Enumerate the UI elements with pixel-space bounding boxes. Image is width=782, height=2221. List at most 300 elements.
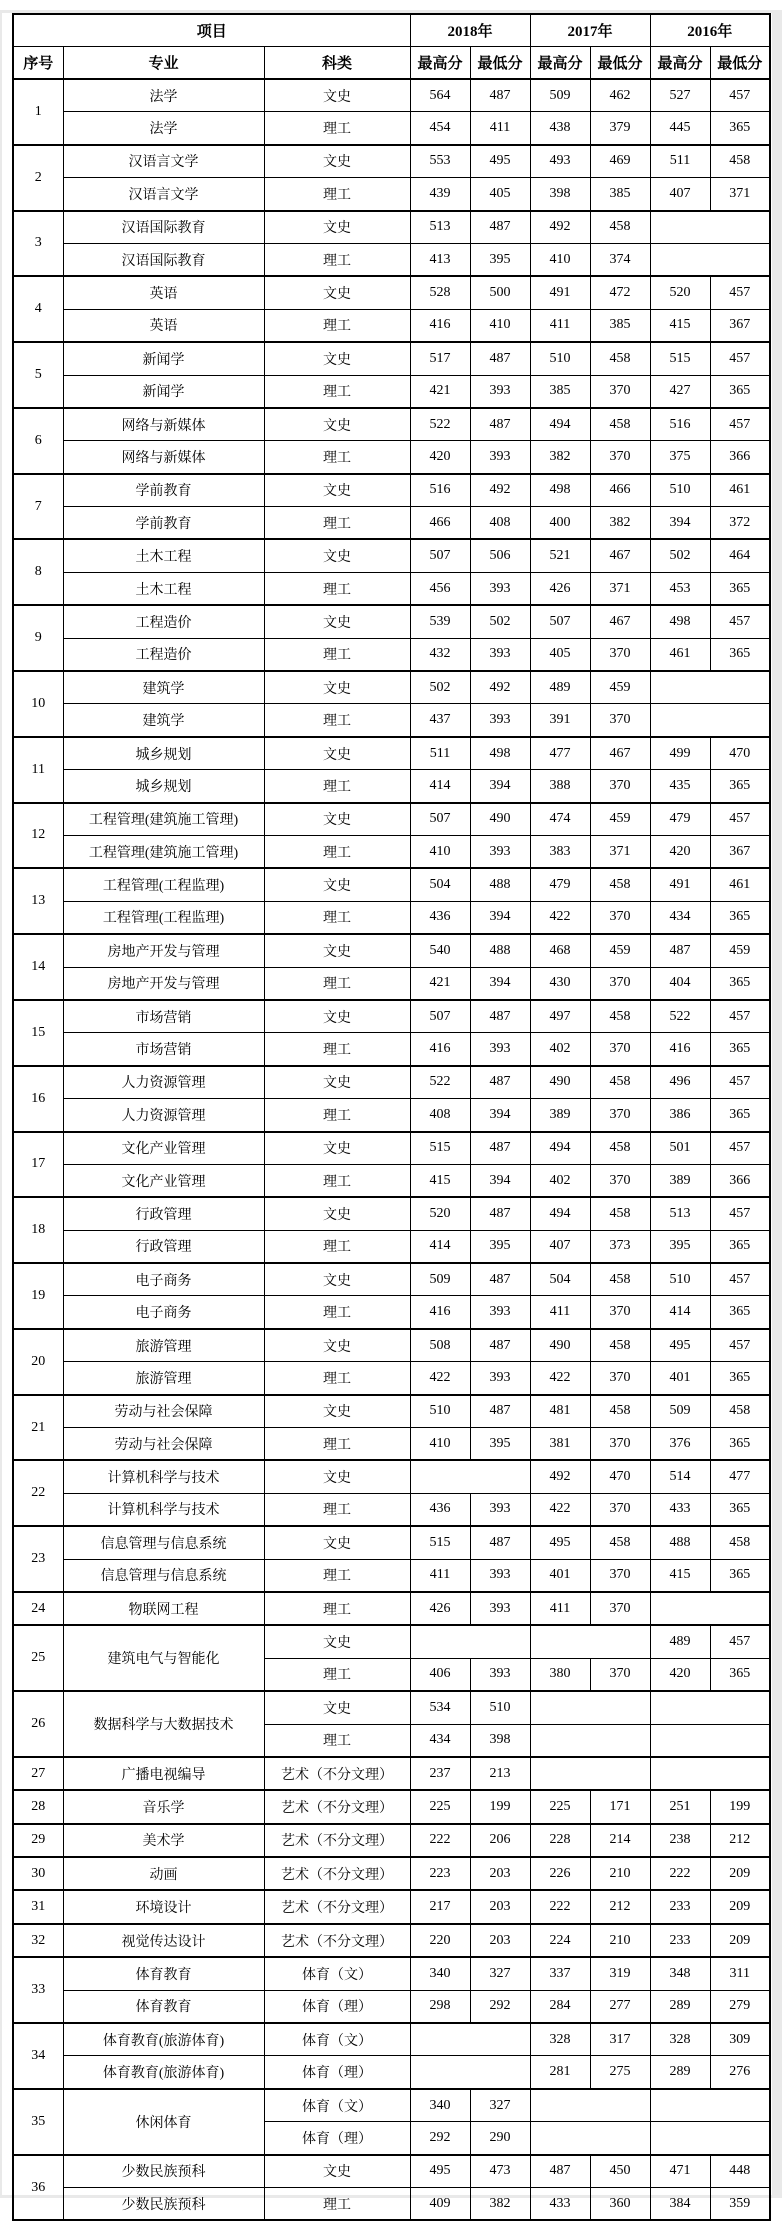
category-cell: 体育（文） [264, 1957, 410, 1990]
score-cell: 515 [650, 342, 710, 375]
major-cell: 汉语国际教育 [63, 243, 264, 276]
score-cell: 494 [530, 408, 590, 441]
score-cell: 385 [530, 375, 590, 408]
score-cell: 471 [650, 2155, 710, 2188]
table-row [13, 1428, 770, 1461]
header-high-2016: 最高分 [650, 47, 710, 80]
major-cell: 旅游管理 [63, 1362, 264, 1395]
serial-cell: 5 [13, 342, 63, 408]
major-cell: 动画 [63, 1857, 264, 1890]
score-cell: 365 [710, 1493, 770, 1526]
score-cell: 414 [410, 1230, 470, 1263]
major-cell: 工程管理(建筑施工管理) [63, 835, 264, 868]
score-cell: 487 [650, 934, 710, 967]
serial-cell: 35 [13, 2089, 63, 2155]
table-row [13, 2089, 770, 2122]
score-cell: 279 [710, 1990, 770, 2023]
score-cell: 394 [470, 1099, 530, 1132]
table-row [13, 901, 770, 934]
score-cell: 415 [410, 1164, 470, 1197]
score-cell: 509 [650, 1395, 710, 1428]
score-cell: 522 [410, 1066, 470, 1099]
score-cell: 365 [710, 770, 770, 803]
score-cell: 398 [470, 1724, 530, 1757]
score-cell: 365 [710, 1099, 770, 1132]
table-row [13, 1164, 770, 1197]
score-cell: 393 [470, 572, 530, 605]
major-cell: 学前教育 [63, 474, 264, 507]
empty-score-cell [530, 2122, 650, 2155]
score-cell: 493 [530, 145, 590, 178]
table-row [13, 441, 770, 474]
category-cell: 文史 [264, 1460, 410, 1493]
score-cell: 395 [650, 1230, 710, 1263]
score-cell: 199 [470, 1790, 530, 1823]
major-cell: 劳动与社会保障 [63, 1428, 264, 1461]
table-row [13, 1395, 770, 1428]
score-cell: 385 [590, 309, 650, 342]
score-cell: 500 [470, 276, 530, 309]
score-cell: 233 [650, 1924, 710, 1957]
score-cell: 382 [590, 507, 650, 540]
score-cell: 370 [590, 1559, 650, 1592]
score-cell: 422 [530, 901, 590, 934]
score-cell: 365 [710, 572, 770, 605]
score-cell: 439 [410, 178, 470, 211]
score-cell: 374 [590, 243, 650, 276]
table-row [13, 1790, 770, 1823]
score-cell: 365 [710, 1658, 770, 1691]
score-cell: 365 [710, 638, 770, 671]
table-row [13, 605, 770, 638]
score-cell: 499 [650, 737, 710, 770]
serial-cell: 27 [13, 1757, 63, 1790]
score-cell: 487 [470, 1395, 530, 1428]
score-cell: 516 [410, 474, 470, 507]
score-cell: 275 [590, 2056, 650, 2089]
score-cell: 404 [650, 967, 710, 1000]
serial-cell: 28 [13, 1790, 63, 1823]
major-cell: 劳动与社会保障 [63, 1395, 264, 1428]
table-row [13, 671, 770, 704]
category-cell: 理工 [264, 375, 410, 408]
category-cell: 理工 [264, 1592, 410, 1625]
category-cell: 理工 [264, 243, 410, 276]
score-cell: 487 [470, 1526, 530, 1559]
score-cell: 461 [710, 474, 770, 507]
score-cell: 539 [410, 605, 470, 638]
table-row [13, 835, 770, 868]
score-cell: 490 [470, 803, 530, 836]
score-cell: 393 [470, 704, 530, 737]
serial-cell: 36 [13, 2155, 63, 2221]
score-cell: 513 [650, 1197, 710, 1230]
category-cell: 理工 [264, 835, 410, 868]
score-cell: 502 [410, 671, 470, 704]
score-cell: 504 [410, 868, 470, 901]
score-cell: 492 [470, 671, 530, 704]
score-cell: 393 [470, 1592, 530, 1625]
score-cell: 233 [650, 1890, 710, 1923]
score-cell: 521 [530, 539, 590, 572]
category-cell: 体育（文） [264, 2023, 410, 2056]
serial-cell: 30 [13, 1857, 63, 1890]
empty-score-cell [650, 211, 770, 244]
score-cell: 408 [470, 507, 530, 540]
table-row [13, 704, 770, 737]
score-cell: 501 [650, 1132, 710, 1165]
empty-score-cell [650, 1592, 770, 1625]
score-cell: 386 [650, 1099, 710, 1132]
score-cell: 372 [710, 507, 770, 540]
score-cell: 405 [470, 178, 530, 211]
score-cell: 490 [530, 1066, 590, 1099]
score-cell: 461 [650, 638, 710, 671]
header-category: 科类 [264, 47, 410, 80]
score-cell: 206 [470, 1824, 530, 1857]
major-cell: 市场营销 [63, 1033, 264, 1066]
score-cell: 213 [470, 1757, 530, 1790]
score-cell: 416 [410, 1296, 470, 1329]
score-cell: 457 [710, 342, 770, 375]
score-cell: 510 [650, 1263, 710, 1296]
empty-score-cell [650, 2122, 770, 2155]
serial-cell: 4 [13, 276, 63, 342]
score-cell: 408 [410, 1099, 470, 1132]
category-cell: 艺术（不分文理） [264, 1824, 410, 1857]
header-low-2018: 最低分 [470, 47, 530, 80]
category-cell: 理工 [264, 1362, 410, 1395]
score-cell: 370 [590, 375, 650, 408]
major-cell: 房地产开发与管理 [63, 967, 264, 1000]
score-cell: 171 [590, 1790, 650, 1823]
score-cell: 370 [590, 1493, 650, 1526]
category-cell: 体育（理） [264, 2122, 410, 2155]
score-cell: 370 [590, 1164, 650, 1197]
major-cell: 网络与新媒体 [63, 408, 264, 441]
score-cell: 328 [530, 2023, 590, 2056]
empty-score-cell [650, 1724, 770, 1757]
category-cell: 文史 [264, 79, 410, 112]
score-cell: 370 [590, 1362, 650, 1395]
score-cell: 487 [530, 2155, 590, 2188]
score-cell: 457 [710, 803, 770, 836]
score-cell: 389 [650, 1164, 710, 1197]
score-cell: 223 [410, 1857, 470, 1890]
category-cell: 文史 [264, 1691, 410, 1724]
serial-cell: 13 [13, 868, 63, 934]
score-cell: 388 [530, 770, 590, 803]
major-cell: 土木工程 [63, 572, 264, 605]
score-cell: 510 [530, 342, 590, 375]
major-cell: 学前教育 [63, 507, 264, 540]
empty-score-cell [650, 243, 770, 276]
score-cell: 393 [470, 835, 530, 868]
score-cell: 458 [590, 1066, 650, 1099]
category-cell: 文史 [264, 737, 410, 770]
score-cell: 437 [410, 704, 470, 737]
score-cell: 464 [710, 539, 770, 572]
score-cell: 434 [410, 1724, 470, 1757]
score-cell: 277 [590, 1990, 650, 2023]
major-cell: 工程管理(工程监理) [63, 901, 264, 934]
table-row [13, 1957, 770, 1990]
score-cell: 491 [530, 276, 590, 309]
score-cell: 458 [590, 1526, 650, 1559]
major-cell: 工程造价 [63, 605, 264, 638]
score-cell: 495 [650, 1329, 710, 1362]
admission-scores-table [12, 13, 771, 2221]
score-cell: 410 [530, 243, 590, 276]
category-cell: 文史 [264, 605, 410, 638]
score-cell: 337 [530, 1957, 590, 1990]
score-cell: 407 [530, 1230, 590, 1263]
score-cell: 454 [410, 112, 470, 145]
major-cell: 建筑电气与智能化 [63, 1625, 264, 1691]
table-row [13, 408, 770, 441]
score-cell: 370 [590, 967, 650, 1000]
score-cell: 359 [710, 2188, 770, 2221]
category-cell: 理工 [264, 1559, 410, 1592]
score-cell: 494 [530, 1197, 590, 1230]
table-row [13, 145, 770, 178]
score-cell: 467 [590, 737, 650, 770]
category-cell: 文史 [264, 868, 410, 901]
score-cell: 203 [470, 1924, 530, 1957]
score-cell: 311 [710, 1957, 770, 1990]
score-cell: 411 [530, 1592, 590, 1625]
score-cell: 467 [590, 539, 650, 572]
major-cell: 音乐学 [63, 1790, 264, 1823]
category-cell: 文史 [264, 1000, 410, 1033]
score-cell: 402 [530, 1033, 590, 1066]
score-cell: 370 [590, 638, 650, 671]
score-cell: 366 [710, 1164, 770, 1197]
score-cell: 466 [410, 507, 470, 540]
table-row [13, 638, 770, 671]
score-cell: 457 [710, 1000, 770, 1033]
category-cell: 理工 [264, 967, 410, 1000]
table-row [13, 1824, 770, 1857]
header-high-2017: 最高分 [530, 47, 590, 80]
table-body [13, 79, 770, 2220]
score-cell: 520 [650, 276, 710, 309]
score-cell: 507 [410, 803, 470, 836]
score-cell: 510 [410, 1395, 470, 1428]
table-row [13, 1857, 770, 1890]
score-cell: 511 [650, 145, 710, 178]
table-row [13, 309, 770, 342]
score-cell: 491 [650, 868, 710, 901]
score-cell: 513 [410, 211, 470, 244]
score-cell: 370 [590, 1296, 650, 1329]
serial-cell: 22 [13, 1460, 63, 1526]
score-cell: 228 [530, 1824, 590, 1857]
score-cell: 458 [710, 1395, 770, 1428]
score-cell: 421 [410, 967, 470, 1000]
score-cell: 487 [470, 1132, 530, 1165]
score-cell: 209 [710, 1890, 770, 1923]
score-cell: 389 [530, 1099, 590, 1132]
table-row [13, 211, 770, 244]
major-cell: 电子商务 [63, 1263, 264, 1296]
score-cell: 422 [410, 1362, 470, 1395]
table-row [13, 112, 770, 145]
category-cell: 文史 [264, 803, 410, 836]
score-cell: 457 [710, 1329, 770, 1362]
score-cell: 472 [590, 276, 650, 309]
major-cell: 体育教育 [63, 1957, 264, 1990]
score-cell: 395 [470, 243, 530, 276]
table-row [13, 1197, 770, 1230]
score-cell: 564 [410, 79, 470, 112]
header-low-2017: 最低分 [590, 47, 650, 80]
header-serial: 序号 [13, 47, 63, 80]
score-cell: 458 [590, 868, 650, 901]
category-cell: 艺术（不分文理） [264, 1790, 410, 1823]
table-row [13, 1890, 770, 1923]
major-cell: 汉语言文学 [63, 145, 264, 178]
score-cell: 508 [410, 1329, 470, 1362]
serial-cell: 1 [13, 79, 63, 145]
table-row [13, 770, 770, 803]
score-cell: 365 [710, 1362, 770, 1395]
serial-cell: 34 [13, 2023, 63, 2089]
score-cell: 212 [590, 1890, 650, 1923]
score-cell: 365 [710, 1296, 770, 1329]
major-cell: 体育教育 [63, 1990, 264, 2023]
category-cell: 理工 [264, 1724, 410, 1757]
empty-score-cell [530, 1757, 650, 1790]
score-cell: 502 [470, 605, 530, 638]
category-cell: 文史 [264, 934, 410, 967]
score-cell: 210 [590, 1857, 650, 1890]
category-cell: 理工 [264, 507, 410, 540]
table-row [13, 1230, 770, 1263]
major-cell: 建筑学 [63, 671, 264, 704]
major-cell: 建筑学 [63, 704, 264, 737]
score-cell: 489 [650, 1625, 710, 1658]
score-cell: 224 [530, 1924, 590, 1957]
score-cell: 448 [710, 2155, 770, 2188]
score-cell: 405 [530, 638, 590, 671]
score-cell: 317 [590, 2023, 650, 2056]
major-cell: 行政管理 [63, 1197, 264, 1230]
score-cell: 514 [650, 1460, 710, 1493]
major-cell: 工程管理(工程监理) [63, 868, 264, 901]
score-cell: 458 [590, 342, 650, 375]
score-cell: 292 [410, 2122, 470, 2155]
table-row [13, 1460, 770, 1493]
serial-cell: 20 [13, 1329, 63, 1395]
score-cell: 457 [710, 1263, 770, 1296]
score-cell: 515 [410, 1132, 470, 1165]
score-cell: 210 [590, 1924, 650, 1957]
score-cell: 462 [590, 79, 650, 112]
score-cell: 420 [650, 835, 710, 868]
major-cell: 人力资源管理 [63, 1099, 264, 1132]
major-cell: 信息管理与信息系统 [63, 1559, 264, 1592]
score-cell: 251 [650, 1790, 710, 1823]
major-cell: 体育教育(旅游体育) [63, 2056, 264, 2089]
score-cell: 487 [470, 408, 530, 441]
score-cell: 445 [650, 112, 710, 145]
serial-cell: 11 [13, 737, 63, 803]
category-cell: 理工 [264, 2188, 410, 2221]
serial-cell: 8 [13, 539, 63, 605]
score-cell: 382 [470, 2188, 530, 2221]
score-cell: 490 [530, 1329, 590, 1362]
score-cell: 494 [530, 1132, 590, 1165]
score-cell: 360 [590, 2188, 650, 2221]
serial-cell: 23 [13, 1526, 63, 1592]
score-cell: 382 [530, 441, 590, 474]
category-cell: 文史 [264, 276, 410, 309]
score-cell: 373 [590, 1230, 650, 1263]
category-cell: 理工 [264, 178, 410, 211]
score-cell: 365 [710, 967, 770, 1000]
header-year-2018: 2018年 [410, 14, 530, 47]
major-cell: 信息管理与信息系统 [63, 1526, 264, 1559]
score-cell: 430 [530, 967, 590, 1000]
score-cell: 203 [470, 1857, 530, 1890]
score-cell: 469 [590, 145, 650, 178]
score-cell: 492 [530, 211, 590, 244]
score-cell: 365 [710, 1033, 770, 1066]
serial-cell: 15 [13, 1000, 63, 1066]
score-cell: 365 [710, 112, 770, 145]
empty-score-cell [650, 2089, 770, 2122]
category-cell: 文史 [264, 1197, 410, 1230]
category-cell: 艺术（不分文理） [264, 1757, 410, 1790]
score-cell: 203 [470, 1890, 530, 1923]
score-cell: 391 [530, 704, 590, 737]
table-row [13, 1263, 770, 1296]
table-row [13, 1099, 770, 1132]
score-cell: 474 [530, 803, 590, 836]
category-cell: 理工 [264, 309, 410, 342]
score-cell: 438 [530, 112, 590, 145]
score-cell: 319 [590, 1957, 650, 1990]
category-cell: 理工 [264, 1658, 410, 1691]
score-cell: 409 [410, 2188, 470, 2221]
score-cell: 416 [410, 309, 470, 342]
score-cell: 422 [530, 1493, 590, 1526]
category-cell: 文史 [264, 1066, 410, 1099]
score-cell: 199 [710, 1790, 770, 1823]
score-cell: 504 [530, 1263, 590, 1296]
major-cell: 汉语国际教育 [63, 211, 264, 244]
major-cell: 少数民族预科 [63, 2155, 264, 2188]
score-cell: 421 [410, 375, 470, 408]
table-row [13, 1990, 770, 2023]
score-cell: 489 [530, 671, 590, 704]
serial-cell: 25 [13, 1625, 63, 1691]
score-cell: 393 [470, 1033, 530, 1066]
score-cell: 370 [590, 704, 650, 737]
score-cell: 479 [650, 803, 710, 836]
table-row [13, 1033, 770, 1066]
score-cell: 225 [410, 1790, 470, 1823]
category-cell: 文史 [264, 211, 410, 244]
header-high-2018: 最高分 [410, 47, 470, 80]
score-cell: 457 [710, 1197, 770, 1230]
empty-score-cell [530, 1625, 650, 1658]
score-cell: 457 [710, 79, 770, 112]
score-cell: 371 [710, 178, 770, 211]
major-cell: 行政管理 [63, 1230, 264, 1263]
major-cell: 工程管理(建筑施工管理) [63, 803, 264, 836]
